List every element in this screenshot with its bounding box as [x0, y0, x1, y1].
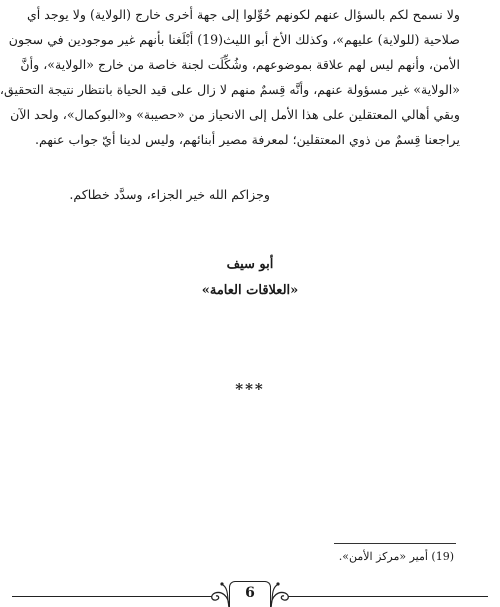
- ornament-left-icon: [207, 581, 231, 607]
- footnote-text: (19) أمير «مركز الأمن».: [338, 550, 454, 563]
- closing-sentence: وجزاكم الله خير الجزاء، وسدَّد خطاكم.: [69, 187, 270, 202]
- body-line-2: صلاحية (للولاية) عليهم»، وكذلك الأخ أبو الليث(19) أبْلَغنا بأنهم غير موجودين في سجون: [8, 32, 460, 47]
- body-line-3: الأمن، وأنهم ليس لهم علاقة بموضوعهم، وشُكِّلَت لجنة خاصة من خارج «الولاية»، وأنَّ: [20, 57, 460, 72]
- ornament-right-icon: [269, 581, 293, 607]
- body-line-1: ولا نسمح لكم بالسؤال عنهم لكونهم حُوِّلوا إلى جهة أخرى خارج (الولاية) ولا يوجد أي: [26, 7, 460, 22]
- page-number: 6: [245, 585, 255, 601]
- section-separator: ***: [235, 380, 265, 398]
- page-number-frame: [229, 581, 271, 607]
- signature-name: أبو سيف: [226, 257, 274, 272]
- body-line-4: «الولاية» غير مسؤولة عنهم، وأنَّه قِسمٌ منهم لا زال على قيد الحياة بانتظار نتيجة التحقيق،: [0, 82, 460, 97]
- body-line-6: يراجعنا قِسمٌ من ذوي المعتقلين؛ لمعرفة مصير أبنائهم، وليس لدينا أيّ جواب عنهم.: [34, 132, 460, 147]
- body-line-5: وبقي أهالي المعتقلين على هذا الأمل إلى الانحياز من «حصيبة» و«البوكمال»، ولحد الآن: [10, 107, 460, 122]
- footer-rule-right: [288, 596, 488, 597]
- body-text: [0, 2, 460, 152]
- footer-rule-left: [12, 596, 212, 597]
- signature-role: «العلاقات العامة»: [201, 283, 299, 298]
- footnote-divider: [334, 543, 456, 544]
